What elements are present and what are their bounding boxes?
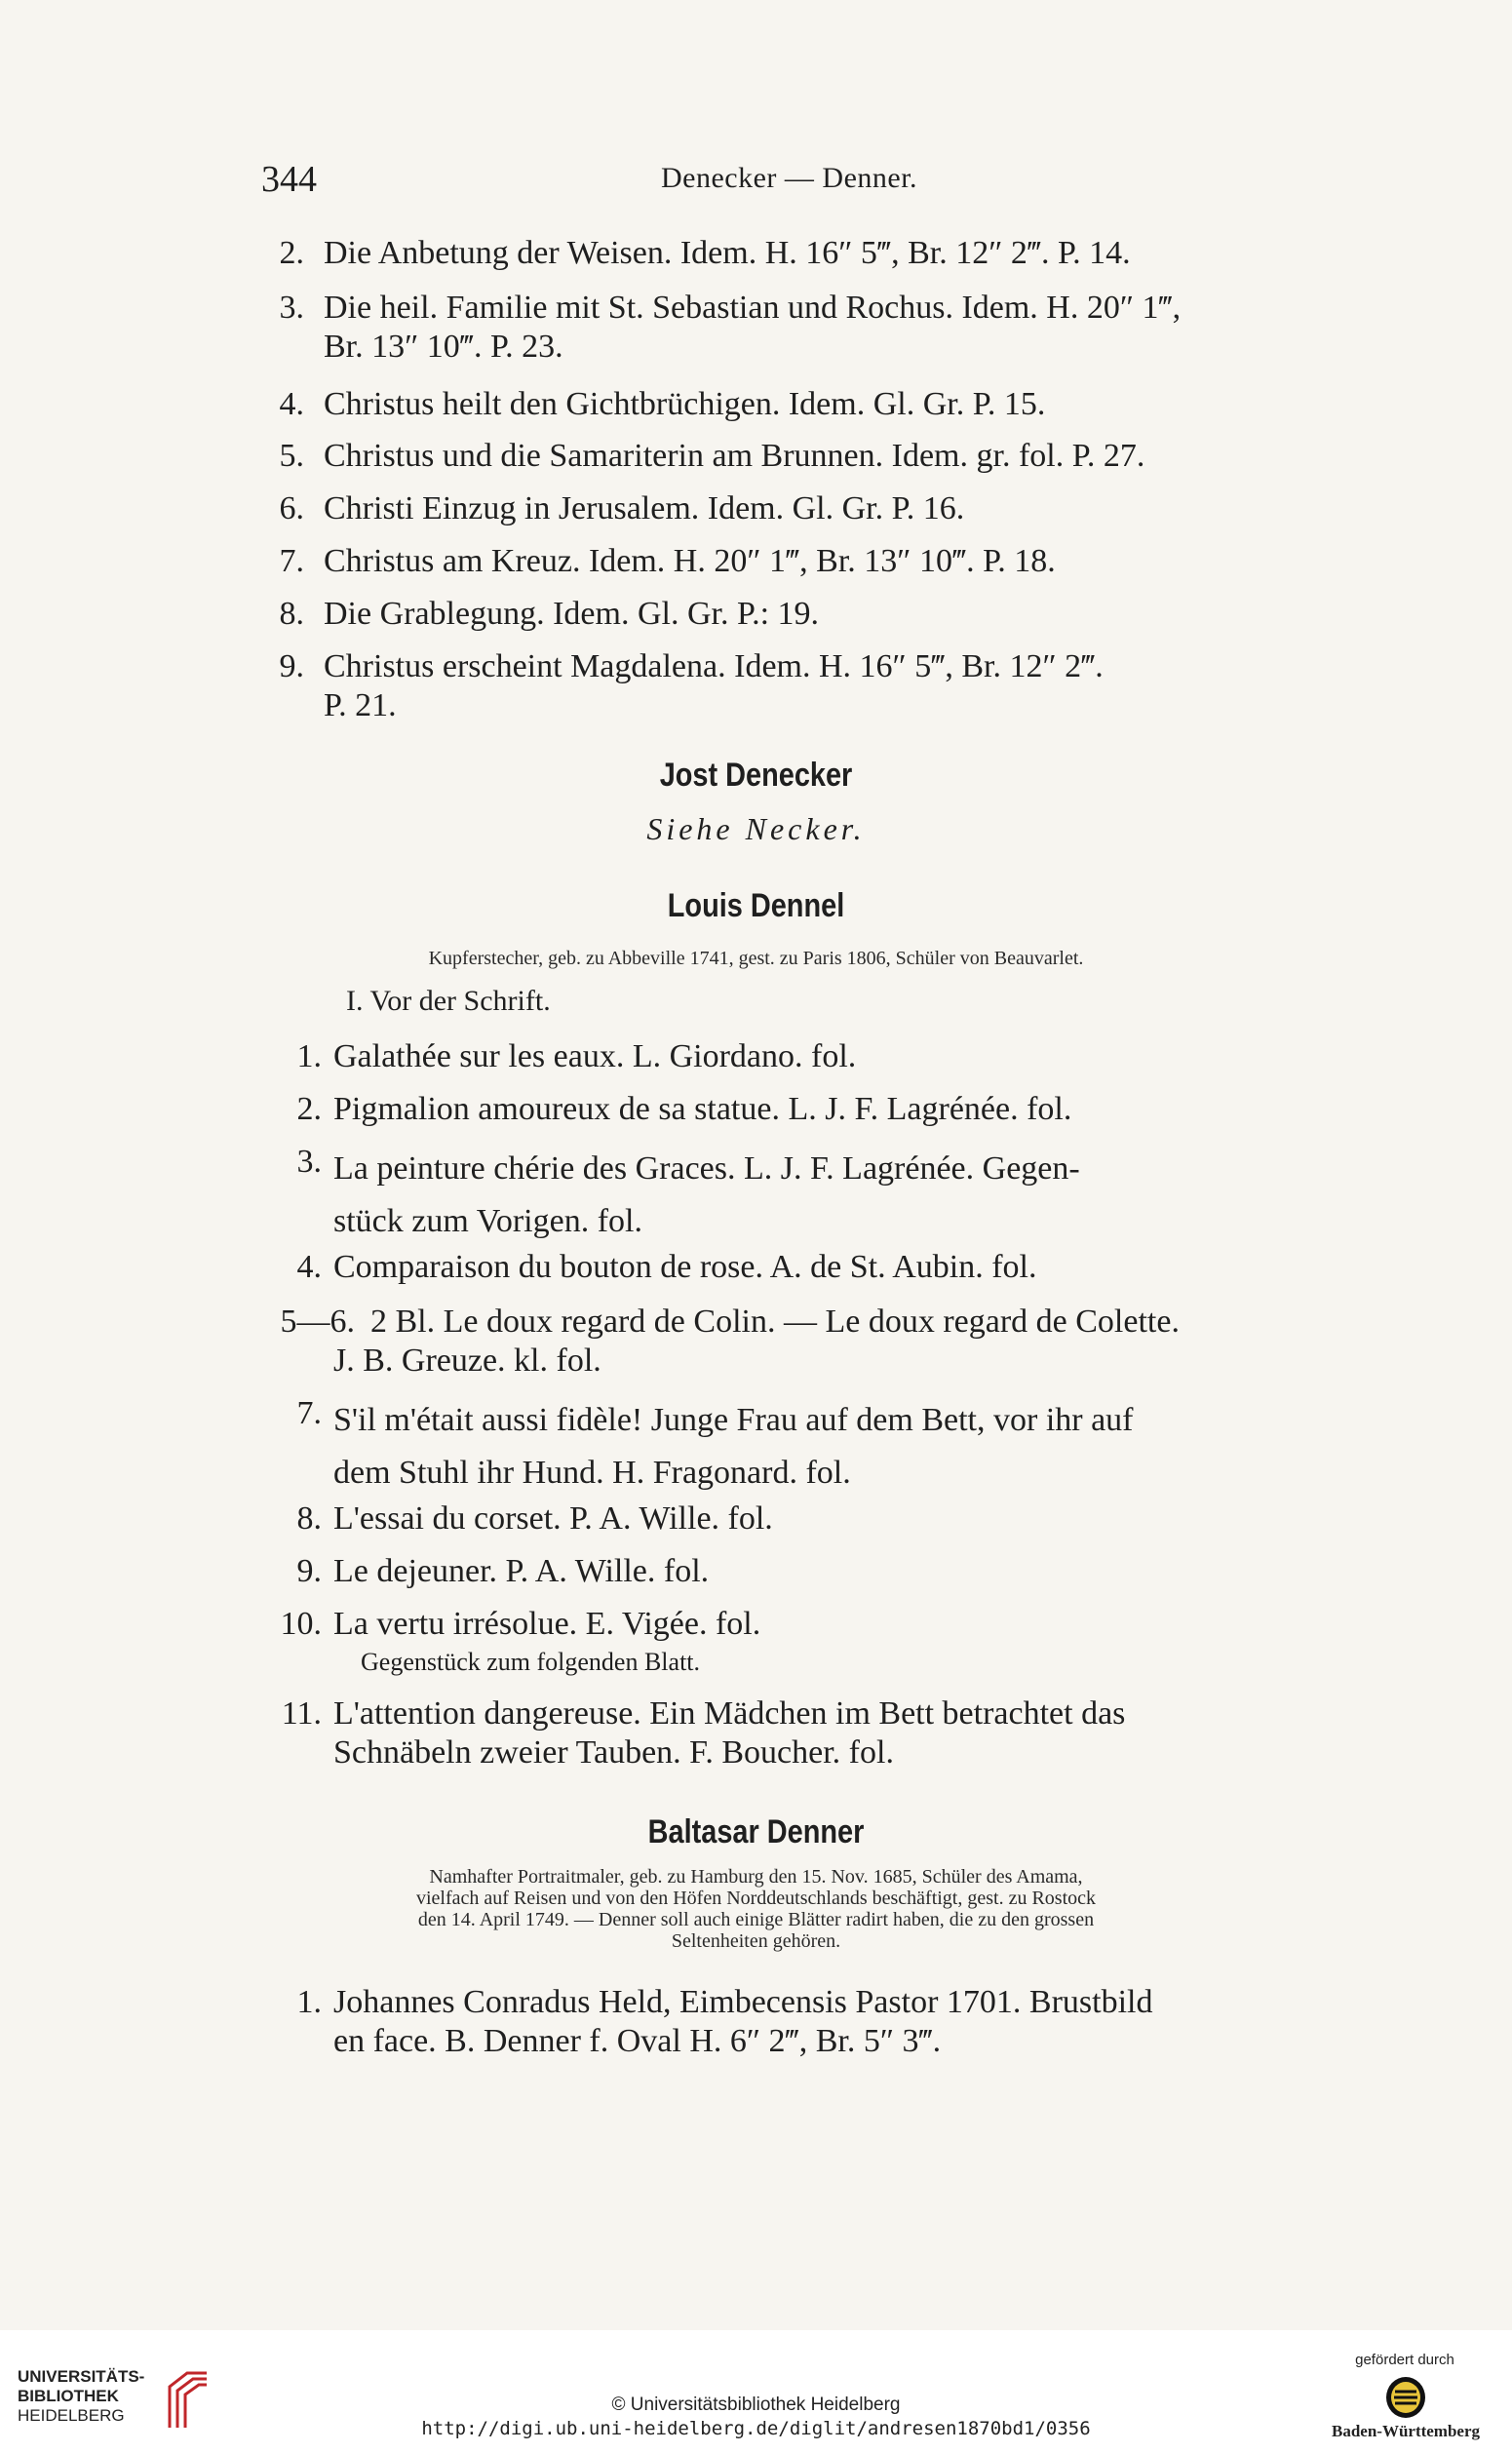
bio-line: vielfach auf Reisen und von den Höfen Norddeutschlands beschäftigt, gest. zu Rostock — [415, 1888, 1097, 1909]
list-item — [261, 1303, 1180, 1379]
item-note: Gegenstück zum folgenden Blatt. — [361, 1648, 701, 1676]
logo-line: HEIDELBERG — [18, 2406, 125, 2425]
artist-bio: Kupferstecher, geb. zu Abbeville 1741, gest. zu Paris 1806, Schüler von Beauvarlet. — [428, 948, 1084, 969]
running-title: Denecker — Denner. — [661, 162, 918, 194]
page-header — [261, 158, 1353, 207]
item-number: 3. — [279, 290, 304, 326]
item-number: 8. — [296, 1500, 322, 1537]
item-text: en face. B. Denner f. Oval H. 6″ 2‴, Br. 5″ 3‴. — [333, 2023, 942, 2059]
list-item — [261, 542, 1056, 581]
list-item — [261, 1605, 761, 1644]
bio-line: den 14. April 1749. — Denner soll auch einige Blätter radirt haben, die zu den grossen — [417, 1909, 1095, 1930]
item-number: 4. — [279, 386, 304, 422]
item-number: 2. — [279, 235, 304, 271]
bio-line: Namhafter Portraitmaler, geb. zu Hamburg den 15. Nov. 1685, Schüler des Amama, — [429, 1866, 1083, 1888]
item-text: Christus heilt den Gichtbrüchigen. Idem. Gl. Gr. P. 15. — [324, 386, 1046, 422]
item-number: 6. — [279, 490, 304, 526]
item-text: Pigmalion amoureux de sa statue. L. J. F. Lagrénée. fol. — [333, 1091, 1072, 1127]
item-number: 7. — [279, 543, 304, 579]
item-text: L'attention dangereuse. Ein Mädchen im Bett betrachtet das — [333, 1695, 1126, 1732]
item-text: dem Stuhl ihr Hund. H. Fragonard. fol. — [333, 1455, 851, 1491]
copyright-notice: © Universitätsbibliothek Heidelberg — [611, 2395, 901, 2415]
list-item — [261, 1394, 1134, 1491]
list-item — [261, 1499, 773, 1538]
funding-label: gefördert durch — [1355, 2352, 1454, 2368]
artist-bio — [0, 1866, 1512, 1952]
item-text: Br. 13″ 10‴. P. 23. — [324, 329, 563, 365]
item-text: Le dejeuner. P. A. Wille. fol. — [333, 1553, 710, 1589]
list-item — [261, 1694, 1126, 1771]
list-item — [261, 1552, 710, 1591]
state-crest-icon — [1383, 2375, 1428, 2420]
item-text: J. B. Greuze. kl. fol. — [333, 1343, 601, 1379]
item-number: 1. — [296, 1984, 322, 2020]
list-item — [261, 234, 1131, 273]
list-item — [261, 595, 820, 634]
item-text: Die heil. Familie mit St. Sebastian und Rochus. Idem. H. 20″ 1‴, — [324, 290, 1182, 326]
list-item — [261, 437, 1145, 476]
item-text: Schnäbeln zweier Tauben. F. Boucher. fol. — [333, 1734, 894, 1771]
item-text: P. 21. — [324, 687, 397, 723]
item-text: La vertu irrésolue. E. Vigée. fol. — [333, 1606, 761, 1642]
item-number: 4. — [296, 1249, 322, 1285]
item-number: 3. — [296, 1144, 322, 1180]
item-text: Christus und die Samariterin am Brunnen. Idem. gr. fol. P. 27. — [324, 438, 1145, 474]
item-text: Die Anbetung der Weisen. Idem. H. 16″ 5‴, Br. 12″ 2‴. P. 14. — [324, 235, 1131, 271]
cross-reference: Siehe Necker. — [646, 811, 866, 846]
item-text: Christus erscheint Magdalena. Idem. H. 16″ 5‴, Br. 12″ 2‴. — [324, 648, 1104, 684]
item-number: 8. — [279, 596, 304, 632]
item-text: Comparaison du bouton de rose. A. de St. Aubin. fol. — [333, 1249, 1037, 1285]
page-number: 344 — [261, 159, 317, 200]
item-text: stück zum Vorigen. fol. — [333, 1203, 642, 1239]
item-number: 11. — [281, 1695, 322, 1732]
item-text: La peinture chérie des Graces. L. J. F. Lagrénée. Gegen- — [333, 1150, 1080, 1187]
item-number: 9. — [279, 648, 304, 684]
list-item — [261, 489, 965, 528]
list-item — [261, 1248, 1037, 1287]
item-text: Johannes Conradus Held, Eimbecensis Pastor 1701. Brustbild — [333, 1984, 1153, 2020]
list-item — [261, 385, 1046, 424]
item-text: Christi Einzug in Jerusalem. Idem. Gl. Gr. P. 16. — [324, 490, 965, 526]
artist-heading: Louis Dennel — [667, 887, 845, 924]
item-text: 2 Bl. Le doux regard de Colin. — Le doux regard de Colette. — [370, 1304, 1180, 1340]
list-item — [261, 647, 1104, 723]
footer-bar — [0, 2330, 1512, 2453]
item-text: Christus am Kreuz. Idem. H. 20″ 1‴, Br. 13″ 10‴. P. 18. — [324, 543, 1056, 579]
list-item — [261, 1090, 1072, 1129]
item-number: 10. — [280, 1606, 322, 1642]
funder-name: Baden-Württemberg — [1331, 2422, 1481, 2440]
bio-line: Seltenheiten gehören. — [671, 1930, 841, 1952]
item-text: Die Grablegung. Idem. Gl. Gr. P.: 19. — [324, 596, 820, 632]
item-text: L'essai du corset. P. A. Wille. fol. — [333, 1500, 773, 1537]
item-number: 9. — [296, 1553, 322, 1589]
list-item — [261, 1037, 857, 1076]
item-number: 7. — [296, 1395, 322, 1431]
item-text: Galathée sur les eaux. L. Giordano. fol. — [333, 1038, 857, 1074]
logo-line: UNIVERSITÄTS- — [18, 2367, 145, 2386]
item-text: S'il m'était aussi fidèle! Junge Frau auf dem Bett, vor ihr auf — [333, 1402, 1134, 1438]
list-item — [261, 1983, 1153, 2059]
permalink[interactable]: http://digi.ub.uni-heidelberg.de/diglit/andresen1870bd1/0356 — [421, 2418, 1091, 2439]
item-number: 5. — [279, 438, 304, 474]
section-label: I. Vor der Schrift. — [346, 985, 551, 1017]
logo-line: BIBLIOTHEK — [18, 2387, 119, 2405]
artist-heading: Jost Denecker — [659, 757, 853, 794]
artist-heading: Baltasar Denner — [647, 1813, 865, 1850]
item-number: 2. — [296, 1091, 322, 1127]
list-item — [261, 289, 1182, 365]
list-item — [261, 1143, 1080, 1239]
item-number: 5—6. — [280, 1304, 355, 1340]
item-number: 1. — [296, 1038, 322, 1074]
